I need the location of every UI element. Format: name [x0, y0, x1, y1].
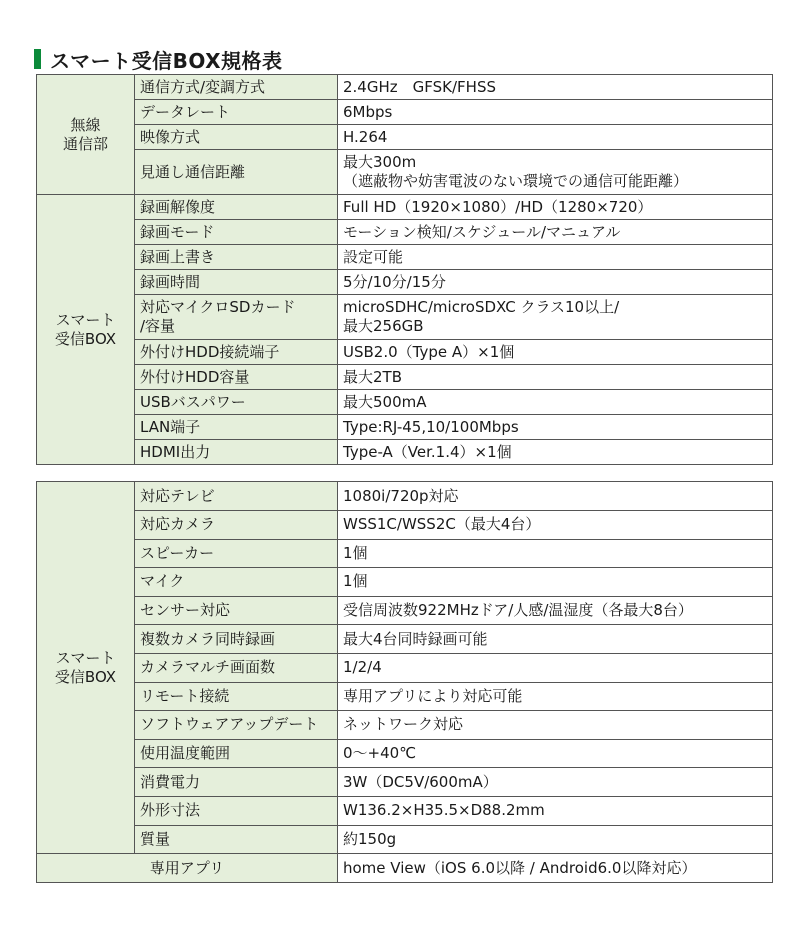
spec-row [37, 653, 773, 682]
page-title [34, 44, 283, 74]
app-label: 専用アプリ [37, 854, 338, 883]
spec-value: 最大2TB [338, 365, 773, 390]
spec-value: 最大500mA [338, 390, 773, 415]
spec-row [37, 125, 773, 150]
spec-value: 最大4台同時録画可能 [338, 625, 773, 654]
spec-label: 使用温度範囲 [135, 739, 338, 768]
spec-value: 1/2/4 [338, 653, 773, 682]
spec-label-line: 対応マイクロSDカード [140, 298, 296, 316]
spec-label: 映像方式 [135, 125, 338, 150]
spec-value: USB2.0（Type A）×1個 [338, 340, 773, 365]
spec-row [37, 340, 773, 365]
spec-label: LAN端子 [135, 415, 338, 440]
spec-row [37, 295, 773, 340]
spec-label: 外付けHDD接続端子 [135, 340, 338, 365]
spec-value: WSS1C/WSS2C（最大4台） [338, 511, 773, 540]
spec-label: 録画解像度 [135, 195, 338, 220]
spec-row [37, 390, 773, 415]
spec-row [37, 75, 773, 100]
spec-label: センサー対応 [135, 596, 338, 625]
spec-label: HDMI出力 [135, 440, 338, 465]
spec-label: スピーカー [135, 539, 338, 568]
spec-label: 消費電力 [135, 768, 338, 797]
spec-label-line: /容量 [140, 317, 176, 335]
spec-value: W136.2×H35.5×D88.2mm [338, 796, 773, 825]
spec-row [37, 415, 773, 440]
spec-table-2 [36, 481, 773, 883]
spec-label: マイク [135, 568, 338, 597]
spec-label: 通信方式/変調方式 [135, 75, 338, 100]
spec-label: ソフトウェアアップデート [135, 711, 338, 740]
spec-row [37, 739, 773, 768]
spec-label: 外付けHDD容量 [135, 365, 338, 390]
spec-label: 対応カメラ [135, 511, 338, 540]
spec-value: 1080i/720p対応 [338, 482, 773, 511]
spec-label: リモート接続 [135, 682, 338, 711]
category-cell [37, 195, 135, 465]
category-line: 受信BOX [54, 667, 117, 686]
category-line: 無線 [70, 115, 101, 134]
spec-row [37, 150, 773, 195]
spec-value: H.264 [338, 125, 773, 150]
spec-label: 録画上書き [135, 245, 338, 270]
spec-label: 複数カメラ同時録画 [135, 625, 338, 654]
spec-value: Type:RJ-45,10/100Mbps [338, 415, 773, 440]
spec-row [37, 796, 773, 825]
spec-value [338, 295, 773, 340]
spec-value: 設定可能 [338, 245, 773, 270]
spec-row [37, 539, 773, 568]
spec-value-line: 最大256GB [343, 317, 424, 335]
spec-row [37, 568, 773, 597]
spec-label: データレート [135, 100, 338, 125]
spec-value-line: microSDHC/microSDXC クラス10以上/ [343, 298, 620, 316]
spec-row [37, 768, 773, 797]
category-line: スマート [55, 310, 116, 329]
spec-row [37, 682, 773, 711]
title-text: スマート受信BOX規格表 [50, 48, 283, 73]
spec-label: 対応テレビ [135, 482, 338, 511]
category-cell [37, 482, 135, 854]
title-marker [34, 49, 41, 69]
spec-value: 0～+40℃ [338, 739, 773, 768]
spec-value: 1個 [338, 539, 773, 568]
spec-value: モーション検知/スケジュール/マニュアル [338, 220, 773, 245]
spec-label: 見通し通信距離 [135, 150, 338, 195]
spec-row [37, 511, 773, 540]
spec-value: 専用アプリにより対応可能 [338, 682, 773, 711]
category-line: 受信BOX [54, 329, 117, 348]
spec-row [37, 825, 773, 854]
spec-value: 3W（DC5V/600mA） [338, 768, 773, 797]
spec-value: 1個 [338, 568, 773, 597]
spec-value [338, 150, 773, 195]
spec-row [37, 365, 773, 390]
category-line: スマート [55, 648, 116, 667]
spec-label: 録画モード [135, 220, 338, 245]
spec-value-line: 最大300m [343, 153, 417, 171]
spec-value: 5分/10分/15分 [338, 270, 773, 295]
spec-table-1 [36, 74, 773, 465]
spec-value: Type-A（Ver.1.4）×1個 [338, 440, 773, 465]
spec-row [37, 195, 773, 220]
spec-value: 2.4GHz GFSK/FHSS [338, 75, 773, 100]
spec-value: 6Mbps [338, 100, 773, 125]
spec-row [37, 440, 773, 465]
spec-row [37, 625, 773, 654]
spec-value: ネットワーク対応 [338, 711, 773, 740]
spec-value: Full HD（1920×1080）/HD（1280×720） [338, 195, 773, 220]
app-value: home View（iOS 6.0以降 / Android6.0以降対応） [338, 854, 773, 883]
spec-row [37, 596, 773, 625]
spec-row [37, 245, 773, 270]
spec-label: 録画時間 [135, 270, 338, 295]
spec-row [37, 482, 773, 511]
spec-label: 外形寸法 [135, 796, 338, 825]
spec-row [37, 220, 773, 245]
category-cell [37, 75, 135, 195]
app-row [37, 854, 773, 883]
spec-row [37, 270, 773, 295]
spec-value: 約150g [338, 825, 773, 854]
spec-row [37, 100, 773, 125]
spec-row [37, 711, 773, 740]
spec-label: カメラマルチ画面数 [135, 653, 338, 682]
spec-label: USBバスパワー [135, 390, 338, 415]
category-line: 通信部 [62, 134, 108, 153]
spec-label [135, 295, 338, 340]
spec-value: 受信周波数922MHzドア/人感/温湿度（各最大8台） [338, 596, 773, 625]
spec-value-line: （遮蔽物や妨害電波のない環境での通信可能距離） [343, 172, 689, 190]
spec-label: 質量 [135, 825, 338, 854]
